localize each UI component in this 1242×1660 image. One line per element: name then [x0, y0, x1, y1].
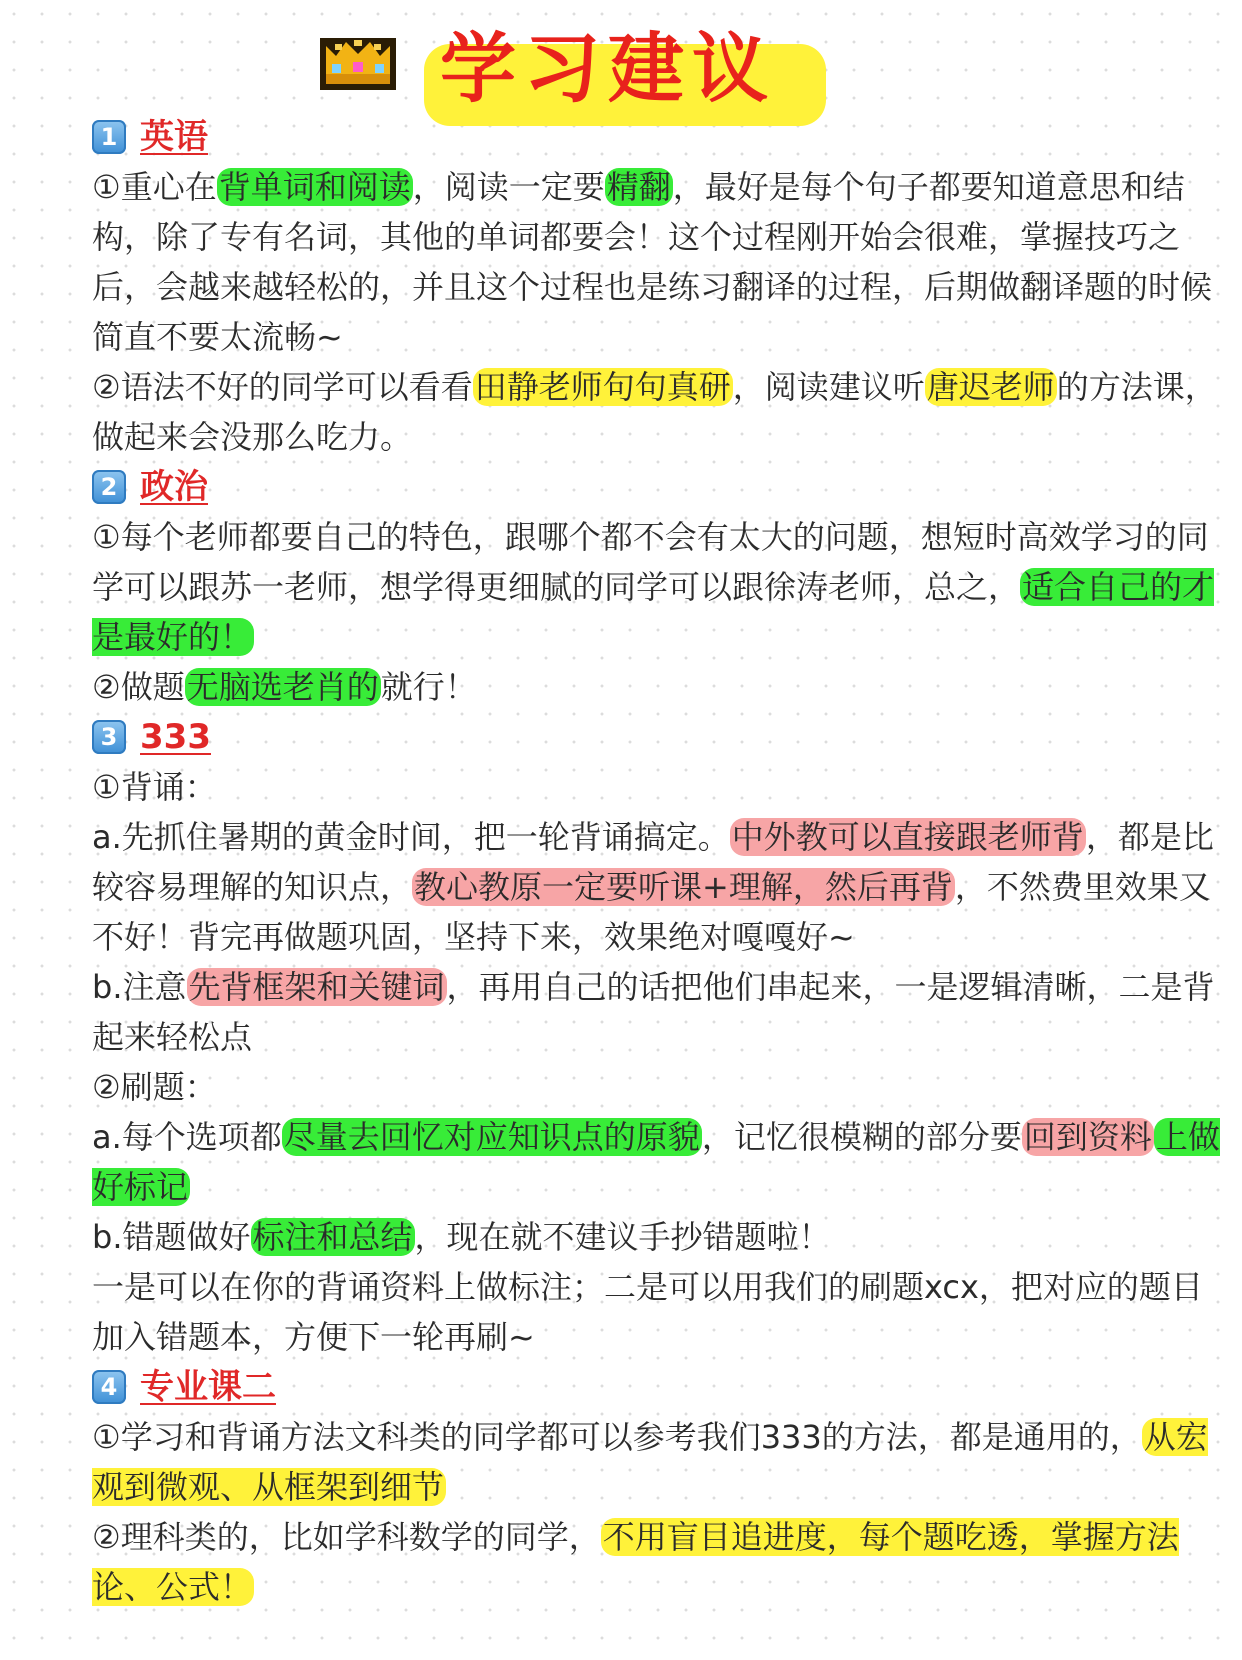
- header: [0, 0, 1242, 130]
- text: 的方法课，做起来会没那么吃力。: [92, 368, 1217, 456]
- highlight-green: 适合自己的才是最好的！: [92, 568, 1215, 656]
- text: ，不然费里效果又不好！背完再做题巩固，坚持下来，效果绝对嘎嘎好~: [92, 868, 1211, 956]
- subheading: ①背诵：: [92, 768, 217, 806]
- paragraph: 一是可以在你的背诵资料上做标注；二是可以用我们的刷题xcx，把对应的题目加入错题本，方便下一轮再刷~: [92, 1268, 1203, 1356]
- paragraph: [92, 962, 1222, 1062]
- section-header-english: [92, 112, 1222, 162]
- text: 就行！: [380, 668, 477, 706]
- number-2-icon: 2: [92, 470, 126, 504]
- text: ，最好是每个句子都要知道意思和结构，除了专有名词，其他的单词都要会！这个过程刚开始会很难，掌握技巧之后，会越来越轻松的，并且这个过程也是练习翻译的过程，后期做翻译题的时候简直不要太流畅~: [92, 168, 1213, 356]
- page-title: 学习建议: [440, 24, 776, 113]
- paragraph: [92, 812, 1222, 962]
- highlight-green: 上做好标记: [92, 1118, 1220, 1206]
- highlight-green: 背单词和阅读: [218, 168, 411, 206]
- number-3-icon: 3: [92, 720, 126, 754]
- highlight-pink: 回到资料: [1023, 1118, 1152, 1156]
- paragraph: [92, 662, 1222, 712]
- highlight-yellow: 田静老师句句真研: [474, 368, 731, 406]
- paragraph: [92, 1212, 1222, 1262]
- text: ②做题: [92, 668, 185, 706]
- paragraph: [92, 512, 1222, 662]
- highlight-pink: 教心教原一定要听课+理解，然后再背: [414, 868, 953, 906]
- text: ①学习和背诵方法文科类的同学都可以参考我们333的方法，都是通用的，: [92, 1418, 1142, 1456]
- paragraph: [92, 362, 1222, 462]
- text: ，都是比较容易理解的知识点，: [92, 818, 1214, 906]
- highlight-pink: 中外教可以直接跟老师背: [731, 818, 1084, 856]
- paragraph: [92, 1512, 1222, 1612]
- number-4-icon: 4: [92, 1370, 126, 1404]
- text: ①每个老师都要自己的特色，跟哪个都不会有太大的问题，想短时高效学习的同学可以跟苏一老师，想学得更细腻的同学可以跟徐涛老师，总之，: [92, 518, 1209, 606]
- highlight-pink: 先背框架和关键词: [188, 968, 445, 1006]
- highlight-yellow: 不用盲目追进度，每个题吃透，掌握方法论、公式！: [92, 1518, 1179, 1606]
- subheading: ②刷题：: [92, 1068, 217, 1106]
- text: a.先抓住暑期的黄金时间，把一轮背诵搞定。: [92, 818, 730, 856]
- text: ②理科类的，比如学科数学的同学，: [92, 1518, 601, 1556]
- paragraph: [92, 1112, 1222, 1212]
- text: a.每个选项都: [92, 1118, 282, 1156]
- content: [92, 112, 1222, 1612]
- highlight-green: 精翻: [606, 168, 671, 206]
- section-header-major2: [92, 1362, 1222, 1412]
- section-title: 英语: [140, 117, 208, 157]
- text: b.错题做好: [92, 1218, 251, 1256]
- crown-icon: [318, 34, 398, 92]
- text: b.注意: [92, 968, 187, 1006]
- text: ，阅读建议听: [732, 368, 925, 406]
- section-header-333: [92, 712, 1222, 762]
- number-1-icon: 1: [92, 120, 126, 154]
- highlight-green: 标注和总结: [252, 1218, 413, 1256]
- section-title: 政治: [140, 467, 208, 507]
- highlight-yellow: 唐迟老师: [926, 368, 1055, 406]
- text: ①重心在: [92, 168, 217, 206]
- text: ，现在就不建议手抄错题啦！: [414, 1218, 831, 1256]
- paragraph: [92, 162, 1222, 362]
- highlight-yellow: 从宏观到微观、从框架到细节: [92, 1418, 1208, 1506]
- highlight-green: 无脑选老肖的: [186, 668, 379, 706]
- highlight-green: 尽量去回忆对应知识点的原貌: [283, 1118, 700, 1156]
- section-title: 333: [140, 717, 211, 757]
- section-title: 专业课二: [140, 1367, 276, 1407]
- text: ②语法不好的同学可以看看: [92, 368, 473, 406]
- text: ，阅读一定要: [412, 168, 605, 206]
- text: ，再用自己的话把他们串起来，一是逻辑清晰，二是背起来轻松点: [92, 968, 1215, 1056]
- text: ，记忆很模糊的部分要: [701, 1118, 1022, 1156]
- paragraph: [92, 1412, 1222, 1512]
- section-header-politics: [92, 462, 1222, 512]
